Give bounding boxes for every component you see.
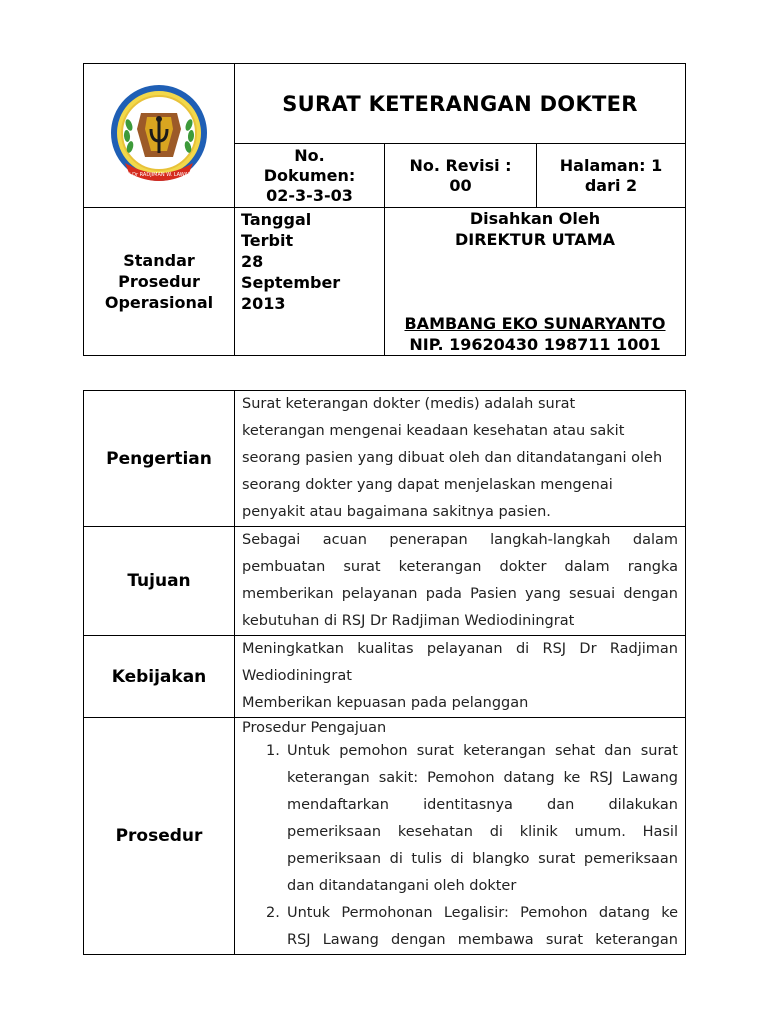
tujuan-line: memberikan pelayanan pada Pasien yang sesuai dengan	[242, 586, 678, 602]
sop-line-3: Operasional	[104, 293, 214, 312]
tanggal-terbit-cell	[235, 208, 385, 356]
prosedur-row	[84, 718, 686, 955]
tujuan-line: Sebagai acuan penerapan langkah-langkah dalam	[242, 532, 678, 548]
pengertian-line: keterangan mengenai keadaan kesehatan atau sakit	[242, 423, 625, 439]
halaman-cell	[537, 144, 686, 208]
prosedur-line: pemeriksaan di tulis di blangko surat pemeriksaan	[287, 851, 678, 867]
pengertian-label: Pengertian	[84, 391, 235, 527]
no-revisi-cell	[385, 144, 537, 208]
tujuan-label: Tujuan	[84, 527, 235, 636]
prosedur-text	[235, 718, 686, 955]
no-revisi-value: 00	[449, 175, 472, 195]
prosedur-label: Prosedur	[84, 718, 235, 955]
kebijakan-line: Meningkatkan kualitas pelayanan di RSJ Dr Radjiman	[242, 641, 678, 657]
pengertian-line: seorang dokter yang dapat menjelaskan mengenai	[242, 477, 613, 493]
prosedur-item-1	[242, 738, 678, 900]
tanggal-line-1: Tanggal	[241, 210, 312, 229]
pengertian-line: penyakit atau bagaimana sakitnya pasien.	[242, 504, 551, 520]
prosedur-item-number: 2.	[266, 905, 280, 921]
tujuan-line: pembuatan surat keterangan dokter dalam rangka	[242, 559, 678, 575]
prosedur-item-2	[242, 900, 678, 954]
no-dokumen-cell	[235, 144, 385, 208]
pengertian-row	[84, 391, 686, 527]
pengertian-line: seorang pasien yang dibuat oleh dan ditandatangani oleh	[242, 450, 663, 466]
disahkan-label: Disahkan Oleh	[469, 209, 601, 228]
prosedur-item-number: 1.	[266, 743, 280, 759]
disahkan-jabatan: DIREKTUR UTAMA	[454, 230, 616, 249]
svg-text:RSJ Dr RADJIMAN W. LAWANG: RSJ Dr RADJIMAN W. LAWANG	[122, 171, 196, 178]
document-title: SURAT KETERANGAN DOKTER	[282, 91, 638, 116]
pengertian-line: Surat keterangan dokter (medis) adalah surat	[242, 396, 576, 412]
tanggal-line-3: 28	[241, 252, 264, 271]
pejabat-nip: NIP. 19620430 198711 1001	[409, 335, 661, 354]
tanggal-line-4: September	[241, 273, 341, 292]
header-table	[83, 63, 686, 356]
kebijakan-line: Wediodiningrat	[242, 668, 352, 684]
no-dokumen-value: 02-3-3-03	[266, 185, 353, 205]
tanggal-line-2: Terbit	[241, 231, 294, 250]
kebijakan-line: Memberikan kepuasan pada pelanggan	[242, 695, 529, 711]
prosedur-line: Untuk pemohon surat keterangan sehat dan surat	[287, 743, 678, 759]
prosedur-line: mendaftarkan identitasnya dan dilakukan	[287, 797, 678, 813]
no-dokumen-label: No. Dokumen:	[263, 145, 356, 185]
tujuan-text	[235, 527, 686, 636]
prosedur-line: Untuk Permohonan Legalisir: Pemohon datang ke	[287, 905, 678, 921]
logo-cell	[84, 64, 235, 208]
document-title-cell	[235, 64, 686, 144]
tanggal-line-5: 2013	[241, 294, 286, 313]
sop-cell	[84, 208, 235, 356]
prosedur-line: RSJ Lawang dengan membawa surat keterangan	[287, 932, 678, 948]
tujuan-row	[84, 527, 686, 636]
prosedur-line: pemeriksaan kesehatan di klinik umum. Hasil	[287, 824, 678, 840]
sop-line-1: Standar	[123, 251, 195, 270]
pejabat-nama: BAMBANG EKO SUNARYANTO	[404, 314, 666, 333]
pengertian-text	[235, 391, 686, 527]
prosedur-heading: Prosedur Pengajuan	[242, 720, 387, 736]
prosedur-line: keterangan sakit: Pemohon datang ke RSJ Lawang	[287, 770, 678, 786]
halaman-label: Halaman: 1	[559, 155, 663, 175]
halaman-value: dari 2	[584, 175, 638, 195]
kebijakan-row	[84, 636, 686, 718]
no-revisi-label: No. Revisi :	[409, 155, 512, 175]
tujuan-line: kebutuhan di RSJ Dr Radjiman Wediodiningrat	[242, 613, 575, 629]
kebijakan-text	[235, 636, 686, 718]
sop-line-2: Prosedur	[118, 272, 200, 291]
prosedur-line: dan ditandatangani oleh dokter	[287, 878, 517, 894]
pengesahan-cell	[385, 208, 686, 356]
sop-content-table	[83, 390, 686, 955]
kebijakan-label: Kebijakan	[84, 636, 235, 718]
hospital-logo	[107, 83, 211, 189]
